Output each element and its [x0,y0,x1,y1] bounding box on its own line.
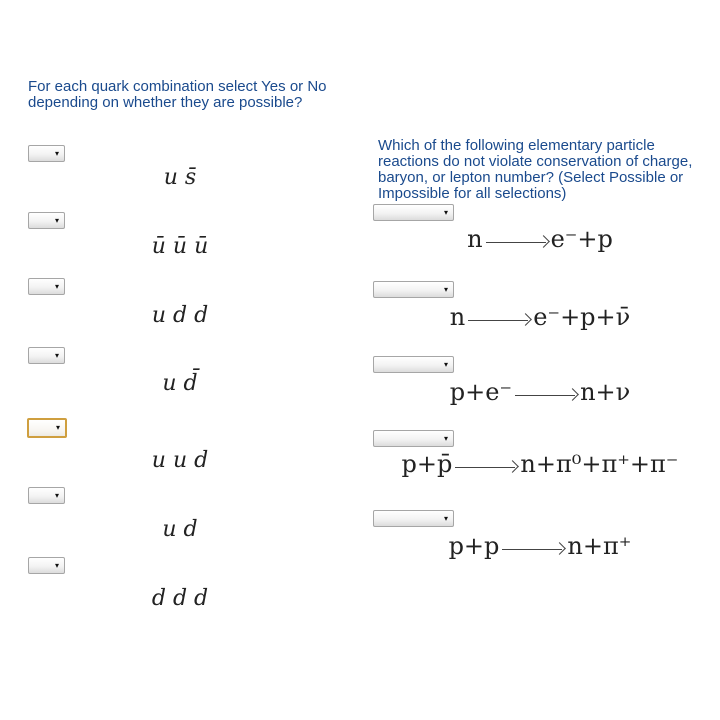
reaction-select-4[interactable] [373,430,454,447]
dropdown-arrow-icon: ▾ [443,284,448,294]
reaction-rhs: n+π⁰+π⁺+π⁻ [520,450,679,478]
reaction-equation-2 [378,300,702,334]
quark-combination-7: d d d [151,586,209,611]
reaction-equation-5 [378,529,702,563]
quark-select-4[interactable] [28,347,65,364]
dropdown-arrow-icon: ▾ [443,513,448,523]
dropdown-arrow-icon: ▾ [443,207,448,217]
reaction-lhs: p+e⁻ [449,378,513,406]
quark-combination-3: u d d [151,303,209,328]
reaction-rhs: e⁻+p+ν̄ [533,303,631,331]
quark-select-2[interactable] [28,212,65,229]
reaction-select-5[interactable] [373,510,454,527]
quark-select-7[interactable] [28,557,65,574]
quark-combination-6: u d [162,517,198,542]
reaction-lhs: n [449,303,466,331]
reaction-rhs: n+π⁺ [567,532,632,560]
dropdown-arrow-icon: ▾ [54,281,59,291]
dropdown-arrow-icon: ▾ [54,560,59,570]
right-arrow-icon [468,313,530,325]
quark-select-6[interactable] [28,487,65,504]
reaction-question-text: Which of the following elementary particle reactions do not violate conservation of charge, baryon, or lepton number? (Select Possible or Impossible for all selections) [378,137,693,202]
reaction-lhs: p+p̄ [401,450,453,478]
dropdown-arrow-icon: ▾ [54,350,59,360]
right-arrow-icon [515,388,577,400]
right-arrow-icon [455,460,517,472]
dropdown-arrow-icon: ▾ [443,433,448,443]
dropdown-arrow-icon: ▾ [443,359,448,369]
reaction-rhs: e⁻+p [550,225,613,253]
quark-combination-4: u d̄ [162,371,198,396]
reaction-select-3[interactable] [373,356,454,373]
dropdown-arrow-icon: ▾ [54,490,59,500]
quark-combination-1: u s̄ [163,165,197,190]
reaction-lhs: p+p [448,532,500,560]
quark-combination-5: u u d [151,448,209,473]
reaction-lhs: n [467,225,483,253]
quark-select-3[interactable] [28,278,65,295]
quark-combination-2: ū ū ū [151,234,209,259]
dropdown-arrow-icon: ▾ [54,148,59,158]
reaction-select-2[interactable] [373,281,454,298]
quark-question-text: For each quark combination select Yes or No depending on whether they are possible? [28,78,327,111]
reaction-equation-3 [378,375,702,409]
reaction-rhs: n+ν [580,378,631,406]
reaction-equation-4 [378,447,702,481]
quark-select-5[interactable] [27,418,67,438]
dropdown-arrow-icon: ▾ [54,215,59,225]
right-arrow-icon [502,542,564,554]
dropdown-arrow-icon: ▾ [55,423,60,432]
quark-select-1[interactable] [28,145,65,162]
right-arrow-icon [486,235,548,247]
reaction-equation-1 [378,222,702,256]
reaction-select-1[interactable] [373,204,454,221]
